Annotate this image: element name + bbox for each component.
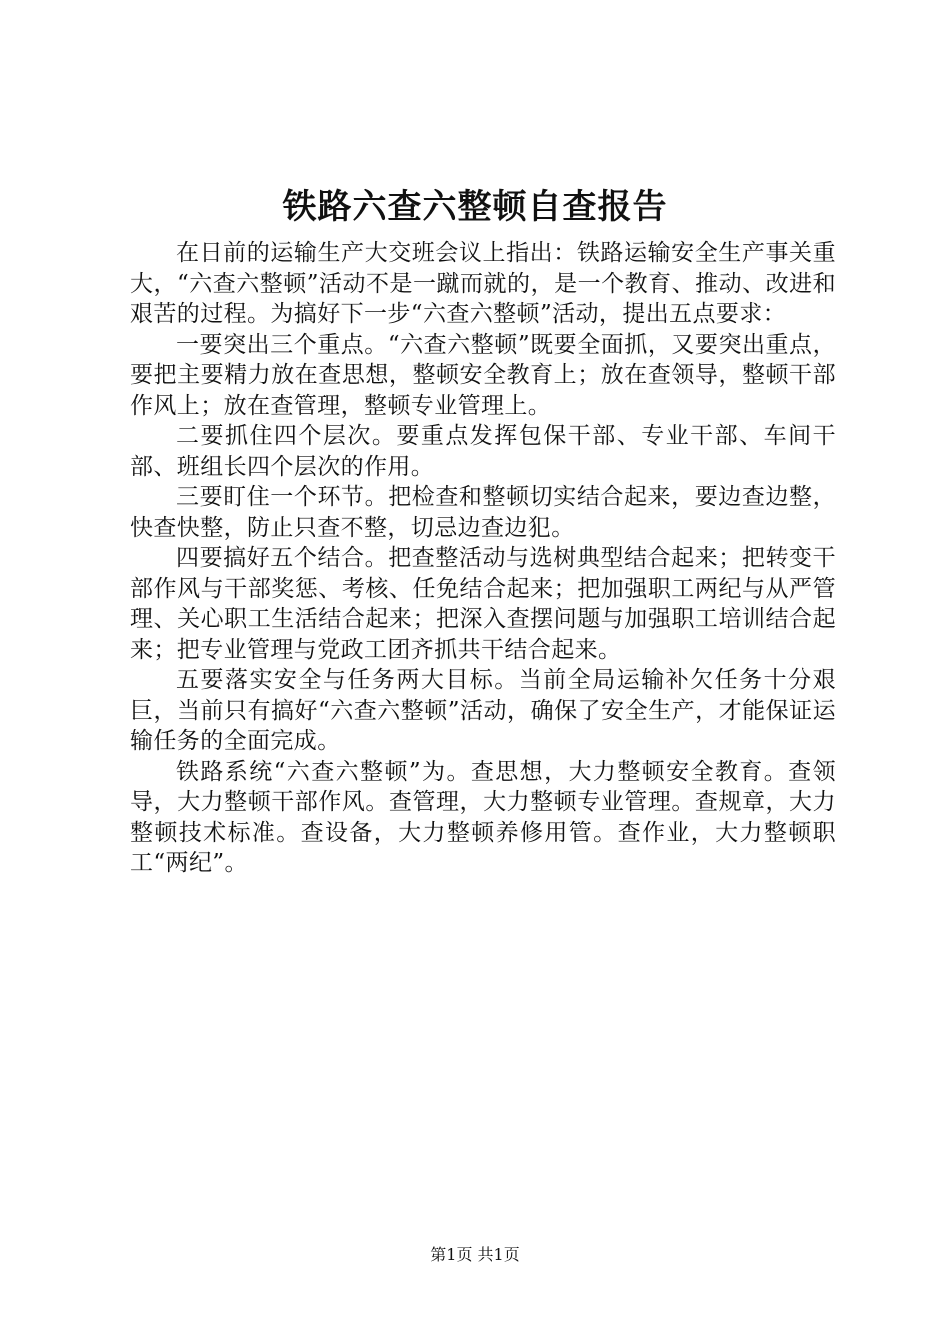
- paragraph-requirement-1: 一要突出三个重点。“六查六整顿”既要全面抓，又要突出重点，要把主要精力放在查思想，整顿安全教育上；放在查领导，整顿干部作风上；放在查管理，整顿专业管理上。: [130, 331, 836, 419]
- paragraph-intro: 在日前的运输生产大交班会议上指出：铁路运输安全生产事关重大，“六查六整顿”活动不是一蹴而就的，是一个教育、推动、改进和艰苦的过程。为搞好下一步“六查六整顿”活动，提出五点要求：: [130, 240, 836, 327]
- document-body: [130, 238, 836, 879]
- paragraph-requirement-2: 二要抓住四个层次。要重点发挥包保干部、专业干部、车间干部、班组长四个层次的作用。: [130, 423, 836, 480]
- paragraph-six-checks: 铁路系统“六查六整顿”为。查思想，大力整顿安全教育。查领导，大力整顿干部作风。查管理，大力整顿专业管理。查规章，大力整顿技术标准。查设备，大力整顿养修用管。查作业，大力整顿职工“两纪”。: [130, 758, 836, 876]
- paragraph-requirement-5: 五要落实安全与任务两大目标。当前全局运输补欠任务十分艰巨，当前只有搞好“六查六整顿”活动，确保了安全生产，才能保证运输任务的全面完成。: [130, 667, 836, 754]
- paragraph-requirement-4: 四要搞好五个结合。把查整活动与选树典型结合起来；把转变干部作风与干部奖惩、考核、任免结合起来；把加强职工两纪与从严管理、关心职工生活结合起来；把深入查摆问题与加强职工培训结合起来；把专业管理与党政工团齐抓共干结合起来。: [130, 545, 836, 663]
- paragraph-requirement-3: 三要盯住一个环节。把检查和整顿切实结合起来，要边查边整，快查快整，防止只查不整，切忌边查边犯。: [130, 484, 836, 541]
- page-number-footer: 第1页 共1页: [430, 1245, 520, 1264]
- document-title: 铁路六查六整顿自查报告: [282, 187, 668, 227]
